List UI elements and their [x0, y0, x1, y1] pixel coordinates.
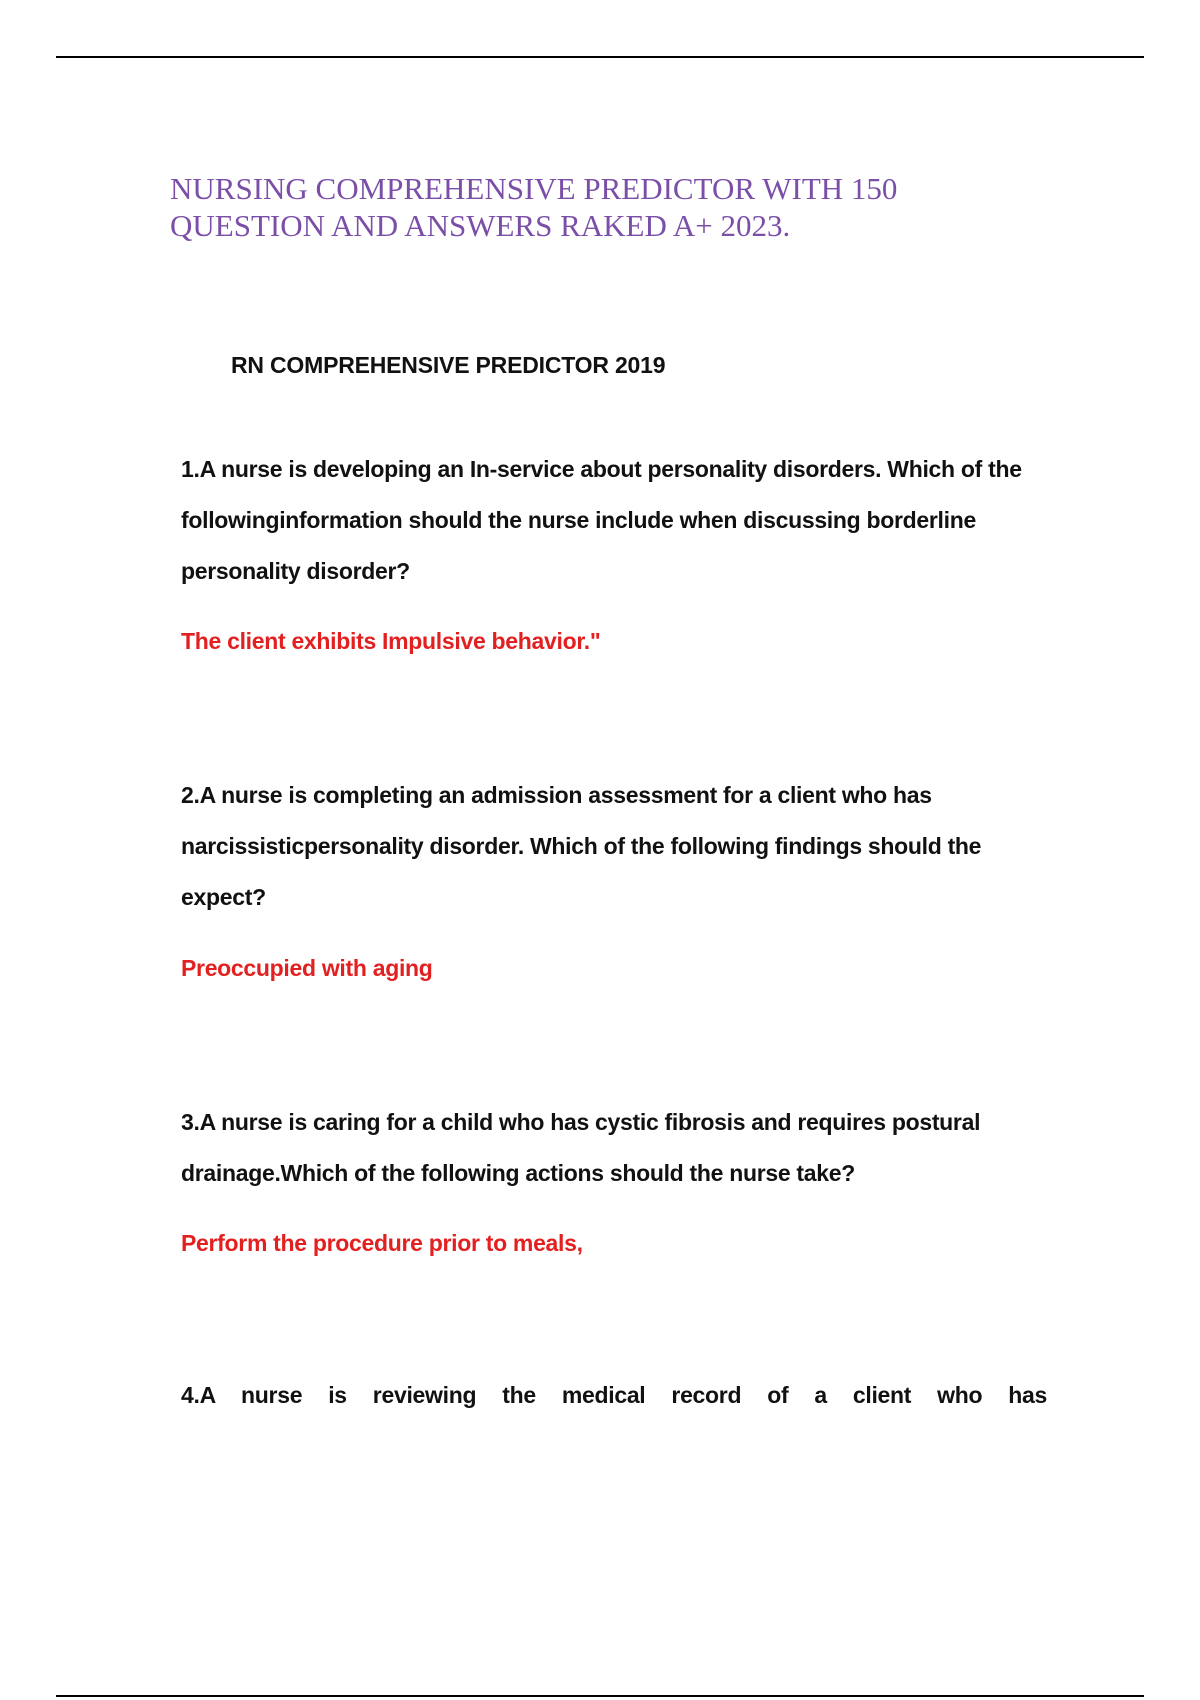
question-3: 3.A nurse is caring for a child who has cystic fibrosis and requires postural drainage.Which of the following actions should the nurse take?	[181, 1109, 981, 1186]
footer-rule	[56, 1695, 1144, 1697]
header-rule	[56, 56, 1144, 58]
answer-1: The client exhibits Impulsive behavior."	[181, 628, 601, 654]
question-2: 2.A nurse is completing an admission assessment for a client who has narcissisticpersonality disorder. Which of the following findings should the expect?	[181, 782, 982, 910]
question-4: 4.A nurse is reviewing the medical record of a client who has	[181, 1382, 1047, 1408]
section-subheading: RN COMPREHENSIVE PREDICTOR 2019	[231, 352, 666, 378]
question-1: 1.A nurse is developing an In-service about personality disorders. Which of the followinginformation should the nurse include when discussing borderline personality disorder?	[181, 456, 1022, 584]
answer-2: Preoccupied with aging	[181, 955, 433, 981]
answer-3: Perform the procedure prior to meals,	[181, 1230, 583, 1256]
document-title: NURSING COMPREHENSIVE PREDICTOR WITH 150 QUESTION AND ANSWERS RAKED A+ 2023.	[170, 171, 898, 243]
